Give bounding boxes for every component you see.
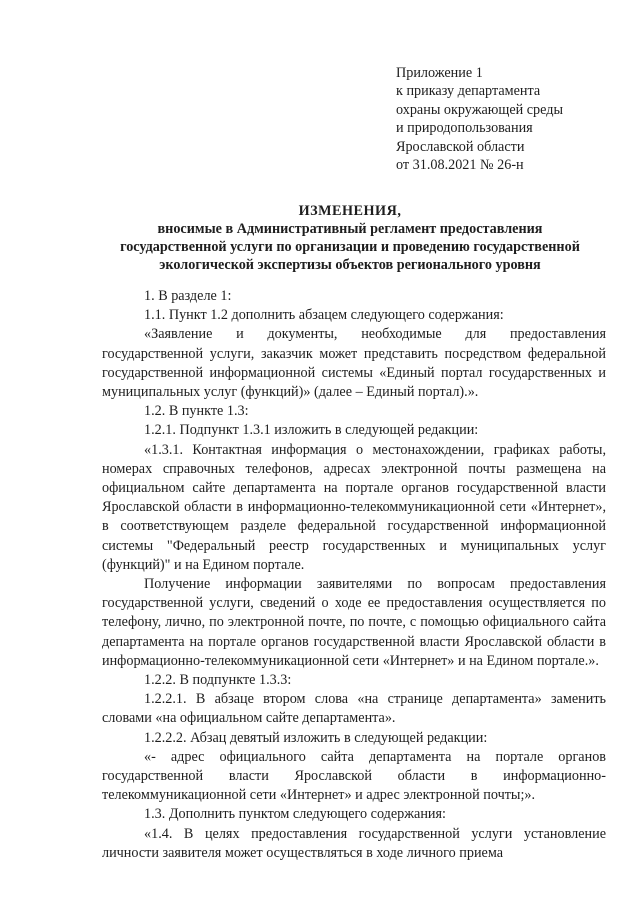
paragraph: 1.2.2.1. В абзаце втором слова «на странице департамента» заменить словами «на официальном сайте департамента». xyxy=(102,691,606,727)
heading-subtitle-line: государственной услуги по организации и проведению государственной xyxy=(120,239,580,255)
paragraph: 1.2. В пункте 1.3: xyxy=(144,403,249,420)
paragraph: «1.4. В целях предоставления государственной услуги установление личности заявителя может осуществляться в ходе личного приема xyxy=(102,825,606,861)
appendix-line: к приказу департамента xyxy=(396,83,541,100)
appendix-line: и природопользования xyxy=(396,120,533,137)
paragraph: «Заявление и документы, необходимые для предоставления государственной услуги, заказчик может представить посредством федеральной государственной информационной системы «Единый портал государственных и муниципальных услуг (функций)» (далее – Единый портал).». xyxy=(102,326,606,401)
document-heading xyxy=(80,202,620,274)
paragraph: 1.2.1. Подпункт 1.3.1 изложить в следующей редакции: xyxy=(144,422,479,439)
appendix-line: Ярославской области xyxy=(396,138,525,155)
appendix-line: Приложение 1 xyxy=(396,65,483,81)
paragraph: 1. В разделе 1: xyxy=(144,288,232,304)
heading-title: ИЗМЕНЕНИЯ, xyxy=(298,203,402,219)
paragraph: Получение информации заявителями по вопросам предоставления государственной услуги, сведений о ходе ее предоставления осуществляется по телефону, лично, по электронной почте, по почте, с помощью официального сайта департамента на портале органов государственной власти Ярославской области в информационно-телекоммуникационной сети «Интернет» и на Едином портале.». xyxy=(102,576,606,669)
paragraph: «1.3.1. Контактная информация о местонахождении, графиках работы, номерах справочных телефонов, адресах электронной почты размещена на официальном сайте департамента на портале органов государственной власти Ярославской области в информационно-телекоммуникационной сети «Интернет», в соответствующем разделе федеральной государственной информационной системы "Федеральный реестр государственных и муниципальных услуг (функций)" и на Едином портале. xyxy=(102,441,606,573)
document-body xyxy=(102,287,606,863)
appendix-block xyxy=(396,64,636,174)
heading-subtitle-line: экологической экспертизы объектов регионального уровня xyxy=(159,257,541,273)
appendix-line: охраны окружающей среды xyxy=(396,101,564,118)
appendix-line: от 31.08.2021 № 26-н xyxy=(396,157,524,174)
paragraph: 1.2.2. В подпункте 1.3.3: xyxy=(144,672,292,689)
paragraph: 1.2.2.2. Абзац девятый изложить в следующей редакции: xyxy=(144,729,488,746)
paragraph: «- адрес официального сайта департамента на портале органов государственной власти Ярославской области в информационно-телекоммуникационной сети «Интернет» и адрес электронной почты;». xyxy=(102,748,606,804)
paragraph: 1.1. Пункт 1.2 дополнить абзацем следующего содержания: xyxy=(144,307,504,324)
paragraph: 1.3. Дополнить пунктом следующего содержания: xyxy=(144,806,446,823)
heading-subtitle-line: вносимые в Административный регламент предоставления xyxy=(157,221,543,237)
